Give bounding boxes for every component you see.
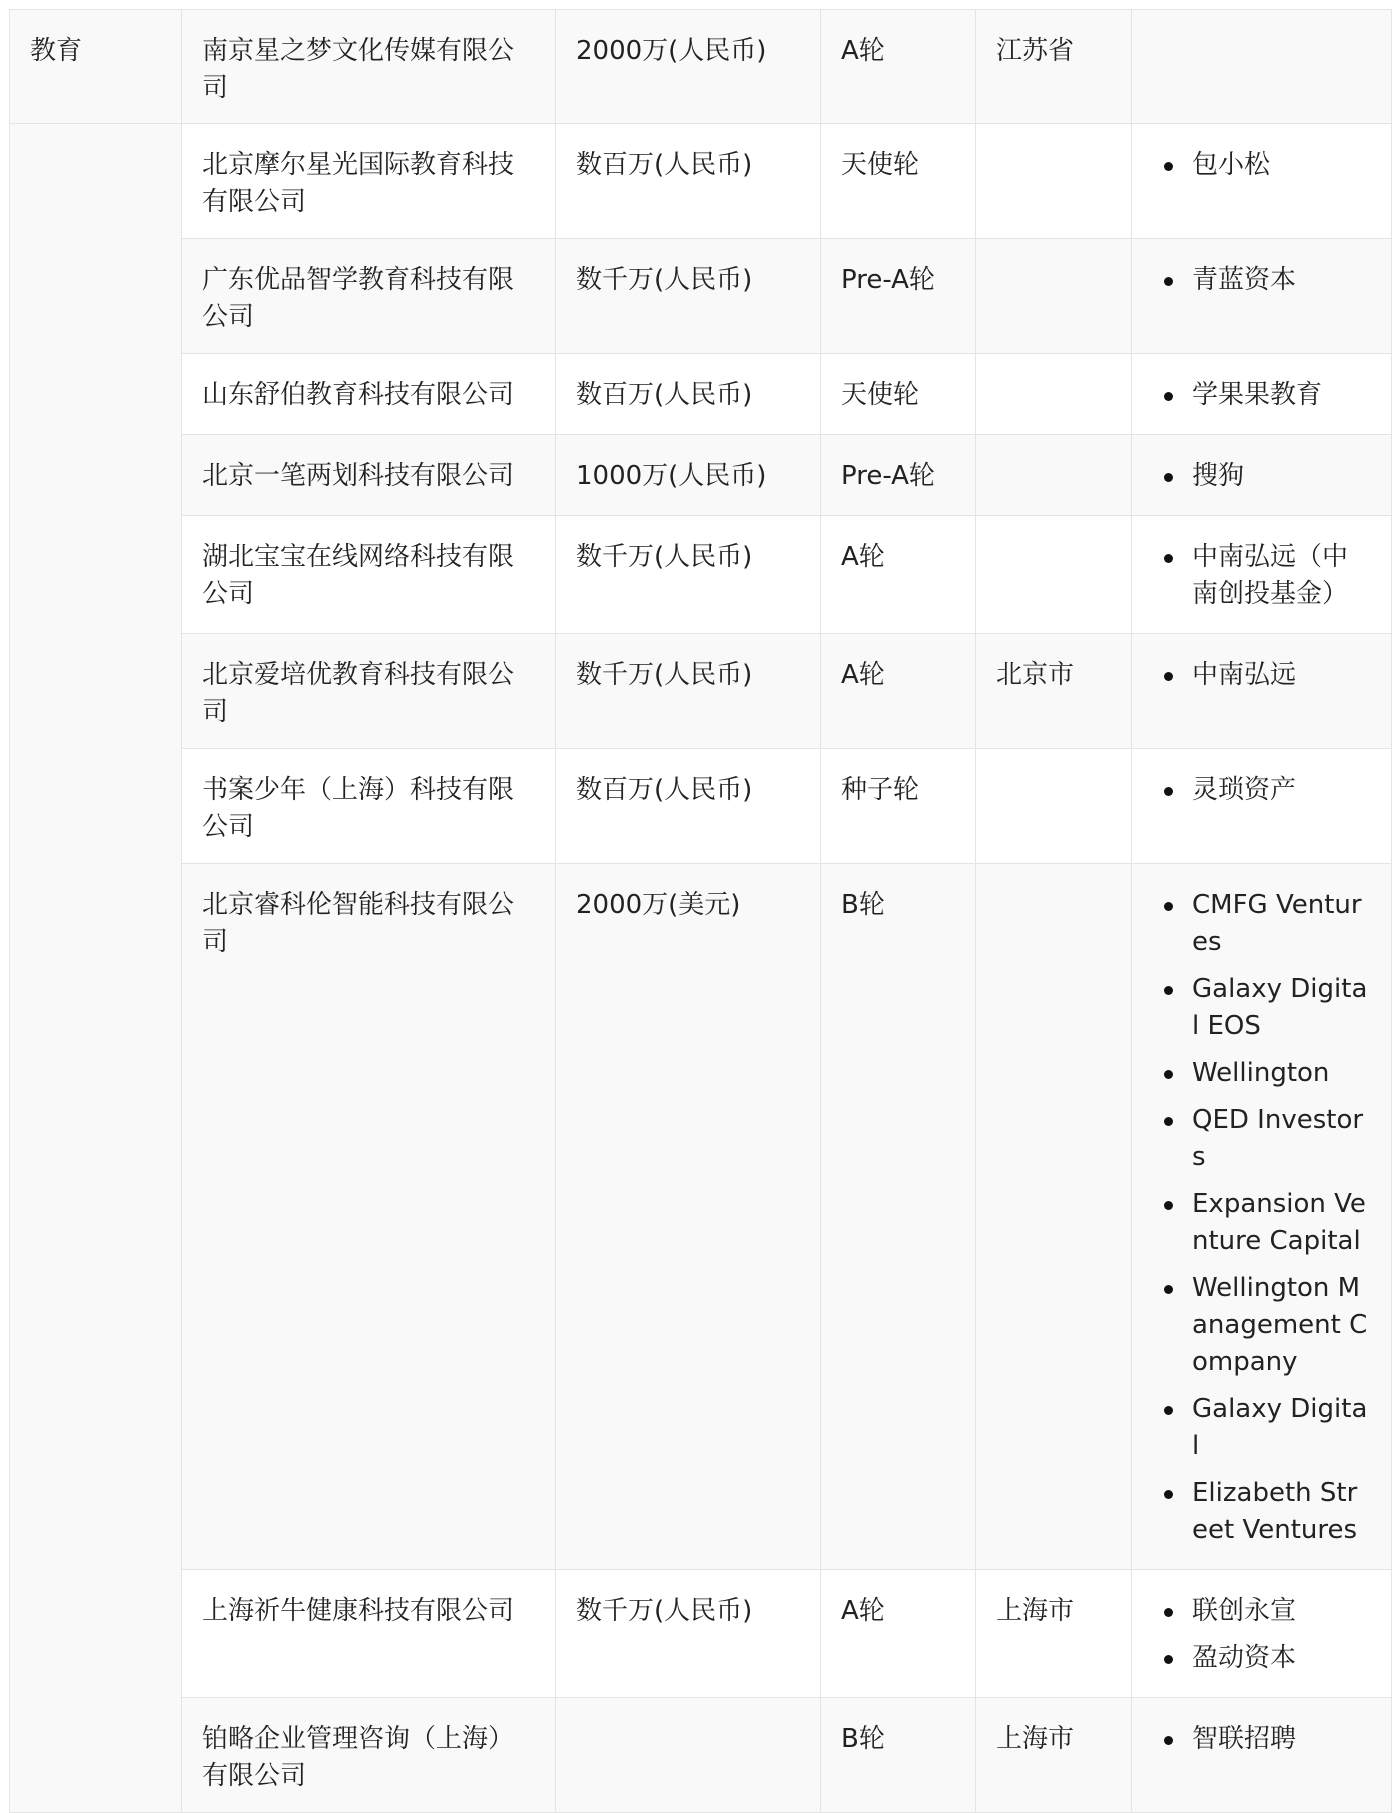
amount-cell: 数千万(人民币) bbox=[556, 516, 821, 634]
investor-list bbox=[1152, 377, 1371, 414]
amount-cell: 数千万(人民币) bbox=[556, 1570, 821, 1698]
amount-cell: 数百万(人民币) bbox=[556, 749, 821, 864]
company-cell: 广东优品智学教育科技有限公司 bbox=[182, 239, 556, 354]
investors-cell bbox=[1132, 354, 1392, 435]
investor-list bbox=[1152, 262, 1371, 299]
company-cell: 北京爱培优教育科技有限公司 bbox=[182, 634, 556, 749]
investment-table bbox=[9, 9, 1392, 1813]
investor-item: 学果果教育 bbox=[1172, 377, 1371, 414]
round-cell: Pre-A轮 bbox=[821, 435, 976, 516]
location-cell bbox=[976, 354, 1132, 435]
location-cell: 江苏省 bbox=[976, 10, 1132, 124]
round-cell: A轮 bbox=[821, 10, 976, 124]
location-cell bbox=[976, 435, 1132, 516]
location-cell: 上海市 bbox=[976, 1570, 1132, 1698]
location-cell bbox=[976, 864, 1132, 1570]
location-cell bbox=[976, 749, 1132, 864]
investors-cell bbox=[1132, 435, 1392, 516]
amount-cell: 数百万(人民币) bbox=[556, 354, 821, 435]
investors-cell bbox=[1132, 124, 1392, 239]
category-cell: 教育 bbox=[10, 10, 182, 124]
investor-list bbox=[1152, 887, 1371, 1549]
round-cell: 天使轮 bbox=[821, 354, 976, 435]
table-row bbox=[10, 516, 1392, 634]
investor-list bbox=[1152, 539, 1371, 613]
table-row bbox=[10, 435, 1392, 516]
amount-cell: 1000万(人民币) bbox=[556, 435, 821, 516]
company-cell: 铂略企业管理咨询（上海）有限公司 bbox=[182, 1698, 556, 1813]
investor-item: Expansion Venture Capital bbox=[1172, 1186, 1371, 1260]
amount-cell bbox=[556, 1698, 821, 1813]
investors-cell bbox=[1132, 516, 1392, 634]
amount-cell: 2000万(美元) bbox=[556, 864, 821, 1570]
investor-item: Wellington Management Company bbox=[1172, 1270, 1371, 1381]
location-cell: 北京市 bbox=[976, 634, 1132, 749]
round-cell: A轮 bbox=[821, 516, 976, 634]
investor-item: 中南弘远（中南创投基金） bbox=[1172, 539, 1371, 613]
investor-item: 灵琐资产 bbox=[1172, 772, 1371, 809]
investor-item: QED Investors bbox=[1172, 1102, 1371, 1176]
round-cell: B轮 bbox=[821, 864, 976, 1570]
investor-list bbox=[1152, 772, 1371, 809]
investors-cell bbox=[1132, 239, 1392, 354]
category-cell-empty bbox=[10, 124, 182, 1813]
investor-item: Galaxy Digital EOS bbox=[1172, 971, 1371, 1045]
investor-list bbox=[1152, 1593, 1371, 1677]
investors-cell bbox=[1132, 634, 1392, 749]
company-cell: 北京一笔两划科技有限公司 bbox=[182, 435, 556, 516]
investor-list bbox=[1152, 657, 1371, 694]
investors-cell bbox=[1132, 864, 1392, 1570]
table-row bbox=[10, 749, 1392, 864]
investor-item: 智联招聘 bbox=[1172, 1721, 1371, 1758]
amount-cell: 2000万(人民币) bbox=[556, 10, 821, 124]
company-cell: 山东舒伯教育科技有限公司 bbox=[182, 354, 556, 435]
investor-item: 联创永宣 bbox=[1172, 1593, 1371, 1630]
company-cell: 北京摩尔星光国际教育科技有限公司 bbox=[182, 124, 556, 239]
table-row bbox=[10, 1698, 1392, 1813]
amount-cell: 数千万(人民币) bbox=[556, 239, 821, 354]
table-row bbox=[10, 239, 1392, 354]
table-row bbox=[10, 10, 1392, 124]
company-cell: 南京星之梦文化传媒有限公司 bbox=[182, 10, 556, 124]
table-row bbox=[10, 634, 1392, 749]
location-cell bbox=[976, 516, 1132, 634]
round-cell: 种子轮 bbox=[821, 749, 976, 864]
investors-cell bbox=[1132, 1698, 1392, 1813]
table-row bbox=[10, 1570, 1392, 1698]
investors-cell bbox=[1132, 1570, 1392, 1698]
investor-item: Elizabeth Street Ventures bbox=[1172, 1475, 1371, 1549]
investor-item: Wellington bbox=[1172, 1055, 1371, 1092]
round-cell: 天使轮 bbox=[821, 124, 976, 239]
round-cell: A轮 bbox=[821, 634, 976, 749]
table-row bbox=[10, 354, 1392, 435]
investor-item: 中南弘远 bbox=[1172, 657, 1371, 694]
round-cell: Pre-A轮 bbox=[821, 239, 976, 354]
table-row bbox=[10, 124, 1392, 239]
investor-list bbox=[1152, 458, 1371, 495]
company-cell: 上海祈牛健康科技有限公司 bbox=[182, 1570, 556, 1698]
company-cell: 北京睿科伦智能科技有限公司 bbox=[182, 864, 556, 1570]
company-cell: 湖北宝宝在线网络科技有限公司 bbox=[182, 516, 556, 634]
investor-item: 包小松 bbox=[1172, 147, 1371, 184]
investor-item: 青蓝资本 bbox=[1172, 262, 1371, 299]
table-row bbox=[10, 864, 1392, 1570]
company-cell: 书案少年（上海）科技有限公司 bbox=[182, 749, 556, 864]
investor-item: Galaxy Digital bbox=[1172, 1391, 1371, 1465]
location-cell bbox=[976, 239, 1132, 354]
amount-cell: 数百万(人民币) bbox=[556, 124, 821, 239]
round-cell: B轮 bbox=[821, 1698, 976, 1813]
investor-item: CMFG Ventures bbox=[1172, 887, 1371, 961]
round-cell: A轮 bbox=[821, 1570, 976, 1698]
investor-list bbox=[1152, 147, 1371, 184]
investors-cell bbox=[1132, 749, 1392, 864]
location-cell bbox=[976, 124, 1132, 239]
investor-list bbox=[1152, 1721, 1371, 1758]
investors-cell bbox=[1132, 10, 1392, 124]
investor-item: 盈动资本 bbox=[1172, 1640, 1371, 1677]
location-cell: 上海市 bbox=[976, 1698, 1132, 1813]
amount-cell: 数千万(人民币) bbox=[556, 634, 821, 749]
investor-item: 搜狗 bbox=[1172, 458, 1371, 495]
